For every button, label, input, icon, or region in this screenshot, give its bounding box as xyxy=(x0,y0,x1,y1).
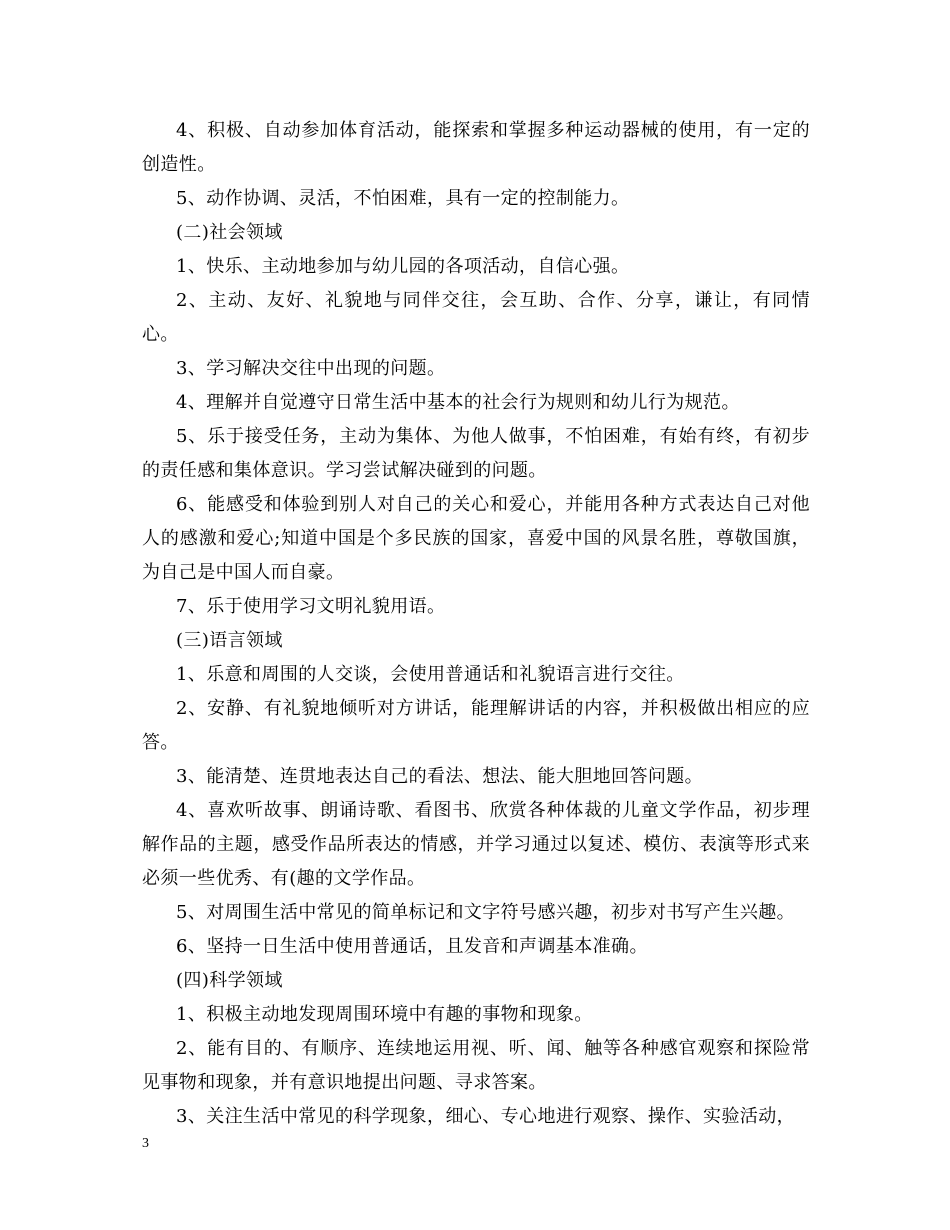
paragraph-language-5: 5、对周围生活中常见的简单标记和文字符号感兴趣，初步对书写产生兴趣。 xyxy=(176,902,796,923)
paragraph-science-2: 2、能有目的、有顺序、连续地运用视、听、闻、触等各种感官观察和探险常见事物和现象，并有意识地提出问题、寻求答案。 xyxy=(142,1038,810,1093)
paragraph-science-3: 3、关注生活中常见的科学现象，细心、专心地进行观察、操作、实验活动， xyxy=(176,1106,796,1127)
paragraph-language-6: 6、坚持一日生活中使用普通话，且发音和声调基本准确。 xyxy=(176,936,648,957)
paragraph-language-2: 2、安静、有礼貌地倾听对方讲话，能理解讲话的内容，并积极做出相应的应答。 xyxy=(142,698,810,753)
section-heading-science: (四)科学领域 xyxy=(176,970,283,991)
page-number: 3 xyxy=(142,1136,149,1151)
paragraph-social-2: 2、主动、友好、礼貌地与同伴交往，会互助、合作、分享，谦让，有同情心。 xyxy=(142,290,810,345)
section-heading-social: (二)社会领域 xyxy=(176,222,283,243)
paragraph-social-6: 6、能感受和体验到别人对自己的关心和爱心，并能用各种方式表达自己对他人的感激和爱心;知道中国是个多民族的国家，喜爱中国的风景名胜，尊敬国旗，为自己是中国人而自豪。 xyxy=(142,494,810,583)
paragraph-social-4: 4、理解并自觉遵守日常生活中基本的社会行为规则和幼儿行为规范。 xyxy=(176,392,740,413)
paragraph-social-3: 3、学习解决交往中出现的问题。 xyxy=(176,358,446,379)
paragraph-language-1: 1、乐意和周围的人交谈，会使用普通话和礼貌语言进行交往。 xyxy=(176,664,685,685)
paragraph-social-1: 1、快乐、主动地参加与幼儿园的各项活动，自信心强。 xyxy=(176,256,630,277)
paragraph-language-4: 4、喜欢听故事、朗诵诗歌、看图书、欣赏各种体裁的儿童文学作品，初步理解作品的主题，感受作品所表达的情感，并学习通过以复述、模仿、表演等形式来必须一些优秀、有(趣的文学作品。 xyxy=(142,800,810,889)
document-body xyxy=(142,114,810,1134)
paragraph-science-1: 1、积极主动地发现周围环境中有趣的事物和现象。 xyxy=(176,1004,593,1025)
paragraph-pe-4: 4、积极、自动参加体育活动，能探索和掌握多种运动器械的使用，有一定的创造性。 xyxy=(142,120,810,175)
paragraph-social-5: 5、乐于接受任务，主动为集体、为他人做事，不怕困难，有始有终，有初步的责任感和集体意识。学习尝试解决碰到的问题。 xyxy=(142,426,810,481)
paragraph-language-3: 3、能清楚、连贯地表达自己的看法、想法、能大胆地回答问题。 xyxy=(176,766,704,787)
paragraph-pe-5: 5、动作协调、灵活，不怕困难，具有一定的控制能力。 xyxy=(176,188,630,209)
section-heading-language: (三)语言领域 xyxy=(176,630,283,651)
paragraph-social-7: 7、乐于使用学习文明礼貌用语。 xyxy=(176,596,446,617)
